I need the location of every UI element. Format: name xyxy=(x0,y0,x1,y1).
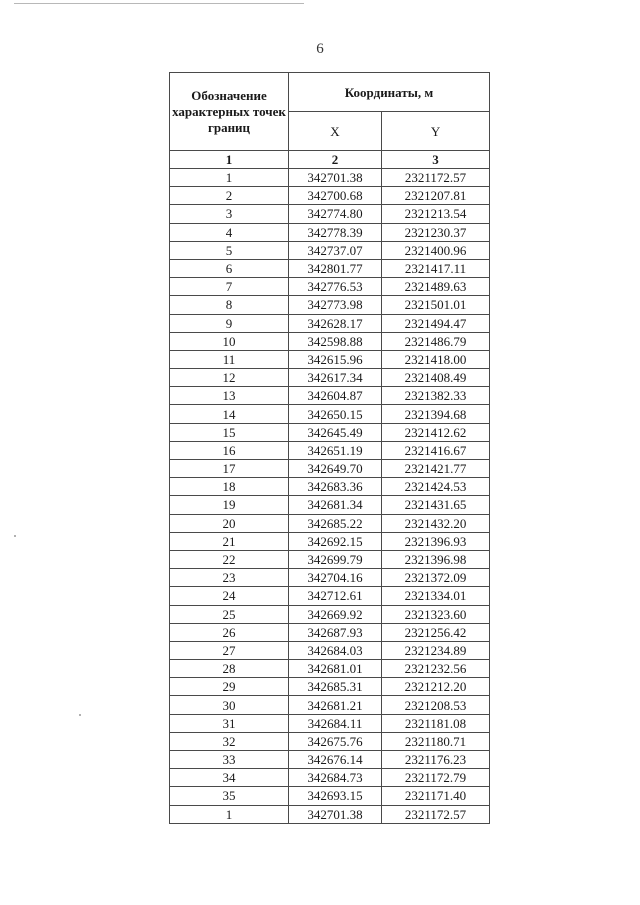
table-row xyxy=(170,514,490,532)
x-coordinate-cell: 342778.39 xyxy=(289,223,382,241)
table-row xyxy=(170,660,490,678)
y-coordinate-cell: 2321172.57 xyxy=(382,169,490,187)
point-number-cell: 26 xyxy=(170,623,289,641)
table-row xyxy=(170,496,490,514)
y-coordinate-cell: 2321234.89 xyxy=(382,641,490,659)
point-number-cell: 23 xyxy=(170,569,289,587)
y-coordinate-cell: 2321412.62 xyxy=(382,423,490,441)
point-number-cell: 5 xyxy=(170,241,289,259)
table-row xyxy=(170,441,490,459)
y-coordinate-cell: 2321501.01 xyxy=(382,296,490,314)
x-coordinate-cell: 342615.96 xyxy=(289,350,382,368)
x-coordinate-cell: 342692.15 xyxy=(289,532,382,550)
x-coordinate-cell: 342598.88 xyxy=(289,332,382,350)
y-coordinate-cell: 2321208.53 xyxy=(382,696,490,714)
point-number-cell: 8 xyxy=(170,296,289,314)
x-coordinate-cell: 342675.76 xyxy=(289,732,382,750)
y-coordinate-cell: 2321230.37 xyxy=(382,223,490,241)
boundary-coordinates-table xyxy=(169,72,490,824)
table-row xyxy=(170,278,490,296)
y-coordinate-cell: 2321408.49 xyxy=(382,369,490,387)
table-row xyxy=(170,241,490,259)
column-number-row xyxy=(170,151,490,169)
table-row xyxy=(170,587,490,605)
x-coordinate-cell: 342681.01 xyxy=(289,660,382,678)
point-number-cell: 29 xyxy=(170,678,289,696)
y-coordinate-cell: 2321172.57 xyxy=(382,805,490,823)
y-coordinate-cell: 2321432.20 xyxy=(382,514,490,532)
x-coordinate-cell: 342773.98 xyxy=(289,296,382,314)
x-coordinate-cell: 342774.80 xyxy=(289,205,382,223)
point-number-cell: 3 xyxy=(170,205,289,223)
point-number-cell: 30 xyxy=(170,696,289,714)
y-coordinate-cell: 2321396.98 xyxy=(382,550,490,568)
page-number: 6 xyxy=(316,41,324,57)
y-coordinate-cell: 2321382.33 xyxy=(382,387,490,405)
x-coordinate-cell: 342704.16 xyxy=(289,569,382,587)
y-coordinate-cell: 2321256.42 xyxy=(382,623,490,641)
header-x: X xyxy=(289,112,382,151)
table-row xyxy=(170,369,490,387)
table-row xyxy=(170,223,490,241)
x-coordinate-cell: 342649.70 xyxy=(289,460,382,478)
y-coordinate-cell: 2321489.63 xyxy=(382,278,490,296)
table-row xyxy=(170,569,490,587)
point-number-cell: 21 xyxy=(170,532,289,550)
table-row xyxy=(170,641,490,659)
table-row xyxy=(170,805,490,823)
point-number-cell: 14 xyxy=(170,405,289,423)
x-coordinate-cell: 342669.92 xyxy=(289,605,382,623)
y-coordinate-cell: 2321421.77 xyxy=(382,460,490,478)
table-row xyxy=(170,478,490,496)
column-number: 3 xyxy=(382,151,490,169)
table-row xyxy=(170,460,490,478)
point-number-cell: 25 xyxy=(170,605,289,623)
x-coordinate-cell: 342693.15 xyxy=(289,787,382,805)
x-coordinate-cell: 342684.73 xyxy=(289,769,382,787)
y-coordinate-cell: 2321418.00 xyxy=(382,350,490,368)
point-number-cell: 20 xyxy=(170,514,289,532)
table-row xyxy=(170,296,490,314)
page-top-edge-line xyxy=(14,3,304,4)
x-coordinate-cell: 342687.93 xyxy=(289,623,382,641)
y-coordinate-cell: 2321400.96 xyxy=(382,241,490,259)
table-row xyxy=(170,387,490,405)
x-coordinate-cell: 342776.53 xyxy=(289,278,382,296)
table-row xyxy=(170,332,490,350)
x-coordinate-cell: 342701.38 xyxy=(289,805,382,823)
x-coordinate-cell: 342685.31 xyxy=(289,678,382,696)
y-coordinate-cell: 2321424.53 xyxy=(382,478,490,496)
y-coordinate-cell: 2321394.68 xyxy=(382,405,490,423)
scan-speck xyxy=(79,714,81,716)
table-row xyxy=(170,187,490,205)
point-number-cell: 15 xyxy=(170,423,289,441)
point-number-cell: 1 xyxy=(170,805,289,823)
point-number-cell: 16 xyxy=(170,441,289,459)
y-coordinate-cell: 2321494.47 xyxy=(382,314,490,332)
x-coordinate-cell: 342681.34 xyxy=(289,496,382,514)
column-number: 2 xyxy=(289,151,382,169)
table-row xyxy=(170,751,490,769)
point-number-cell: 27 xyxy=(170,641,289,659)
y-coordinate-cell: 2321232.56 xyxy=(382,660,490,678)
point-number-cell: 31 xyxy=(170,714,289,732)
point-number-cell: 13 xyxy=(170,387,289,405)
point-number-cell: 34 xyxy=(170,769,289,787)
y-coordinate-cell: 2321334.01 xyxy=(382,587,490,605)
point-number-cell: 4 xyxy=(170,223,289,241)
table-row xyxy=(170,532,490,550)
table-row xyxy=(170,259,490,277)
table-row xyxy=(170,732,490,750)
y-coordinate-cell: 2321180.71 xyxy=(382,732,490,750)
y-coordinate-cell: 2321181.08 xyxy=(382,714,490,732)
y-coordinate-cell: 2321212.20 xyxy=(382,678,490,696)
header-coordinates: Координаты, м xyxy=(289,73,490,112)
header-row-top xyxy=(170,73,490,112)
y-coordinate-cell: 2321417.11 xyxy=(382,259,490,277)
table-row xyxy=(170,678,490,696)
x-coordinate-cell: 342676.14 xyxy=(289,751,382,769)
x-coordinate-cell: 342685.22 xyxy=(289,514,382,532)
x-coordinate-cell: 342737.07 xyxy=(289,241,382,259)
x-coordinate-cell: 342701.38 xyxy=(289,169,382,187)
point-number-cell: 1 xyxy=(170,169,289,187)
y-coordinate-cell: 2321323.60 xyxy=(382,605,490,623)
point-number-cell: 35 xyxy=(170,787,289,805)
x-coordinate-cell: 342651.19 xyxy=(289,441,382,459)
x-coordinate-cell: 342650.15 xyxy=(289,405,382,423)
y-coordinate-cell: 2321207.81 xyxy=(382,187,490,205)
x-coordinate-cell: 342617.34 xyxy=(289,369,382,387)
x-coordinate-cell: 342645.49 xyxy=(289,423,382,441)
x-coordinate-cell: 342684.11 xyxy=(289,714,382,732)
y-coordinate-cell: 2321396.93 xyxy=(382,532,490,550)
x-coordinate-cell: 342699.79 xyxy=(289,550,382,568)
table-row xyxy=(170,714,490,732)
point-number-cell: 11 xyxy=(170,350,289,368)
table-row xyxy=(170,205,490,223)
y-coordinate-cell: 2321172.79 xyxy=(382,769,490,787)
table-row xyxy=(170,405,490,423)
y-coordinate-cell: 2321176.23 xyxy=(382,751,490,769)
point-number-cell: 19 xyxy=(170,496,289,514)
table-row xyxy=(170,769,490,787)
point-number-cell: 2 xyxy=(170,187,289,205)
x-coordinate-cell: 342604.87 xyxy=(289,387,382,405)
table-row xyxy=(170,350,490,368)
y-coordinate-cell: 2321486.79 xyxy=(382,332,490,350)
x-coordinate-cell: 342628.17 xyxy=(289,314,382,332)
point-number-cell: 9 xyxy=(170,314,289,332)
table-row xyxy=(170,623,490,641)
point-number-cell: 7 xyxy=(170,278,289,296)
table-row xyxy=(170,550,490,568)
header-y: Y xyxy=(382,112,490,151)
x-coordinate-cell: 342684.03 xyxy=(289,641,382,659)
x-coordinate-cell: 342801.77 xyxy=(289,259,382,277)
y-coordinate-cell: 2321431.65 xyxy=(382,496,490,514)
point-number-cell: 18 xyxy=(170,478,289,496)
y-coordinate-cell: 2321372.09 xyxy=(382,569,490,587)
x-coordinate-cell: 342700.68 xyxy=(289,187,382,205)
point-number-cell: 12 xyxy=(170,369,289,387)
header-point-designation: Обозначение характерных точек границ xyxy=(170,73,289,151)
point-number-cell: 10 xyxy=(170,332,289,350)
point-number-cell: 6 xyxy=(170,259,289,277)
point-number-cell: 17 xyxy=(170,460,289,478)
table-body xyxy=(170,169,490,824)
point-number-cell: 22 xyxy=(170,550,289,568)
table-row xyxy=(170,696,490,714)
column-number: 1 xyxy=(170,151,289,169)
table-row xyxy=(170,314,490,332)
point-number-cell: 32 xyxy=(170,732,289,750)
table-row xyxy=(170,169,490,187)
table-row xyxy=(170,787,490,805)
point-number-cell: 24 xyxy=(170,587,289,605)
x-coordinate-cell: 342712.61 xyxy=(289,587,382,605)
y-coordinate-cell: 2321213.54 xyxy=(382,205,490,223)
point-number-cell: 33 xyxy=(170,751,289,769)
x-coordinate-cell: 342683.36 xyxy=(289,478,382,496)
x-coordinate-cell: 342681.21 xyxy=(289,696,382,714)
table-row xyxy=(170,423,490,441)
point-number-cell: 28 xyxy=(170,660,289,678)
y-coordinate-cell: 2321416.67 xyxy=(382,441,490,459)
y-coordinate-cell: 2321171.40 xyxy=(382,787,490,805)
table-header xyxy=(170,73,490,169)
table-row xyxy=(170,605,490,623)
scan-speck xyxy=(14,535,16,537)
